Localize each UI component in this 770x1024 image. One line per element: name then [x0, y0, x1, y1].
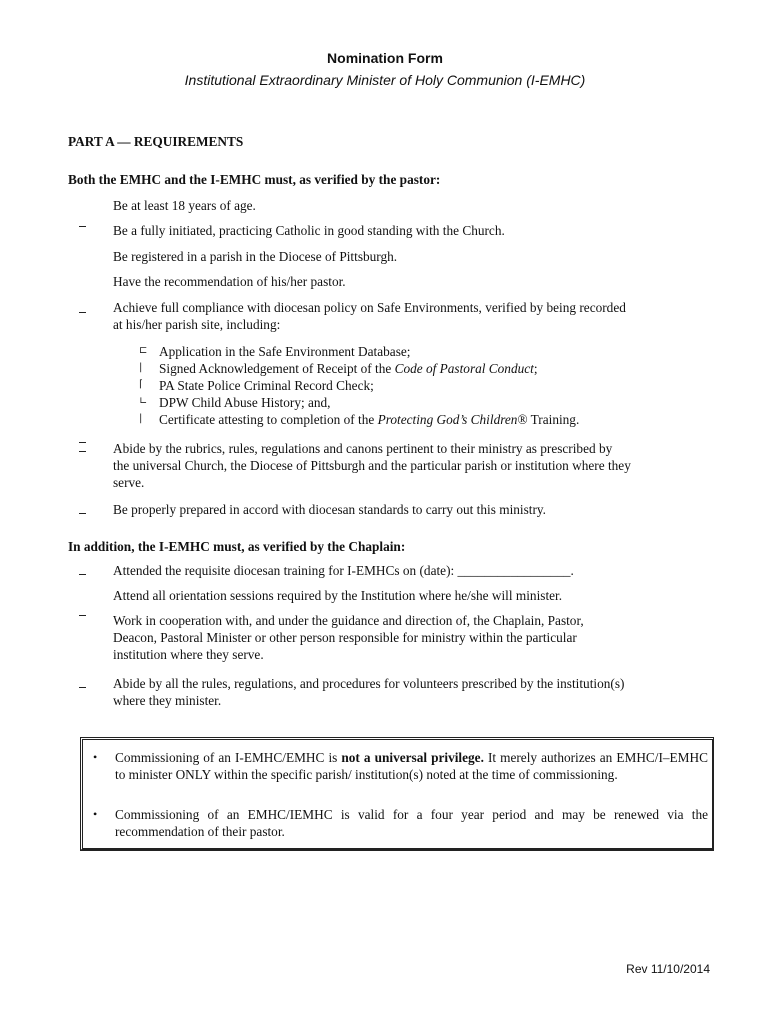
- sub-item-cert-program: Protecting God’s Children: [377, 412, 518, 427]
- requirement-catholic: Be a fully initiated, practicing Catholic in good standing with the Church.: [113, 223, 505, 238]
- notice-item-privilege: [115, 749, 708, 783]
- sub-item-certificate: [159, 411, 719, 428]
- sub-item-dpw: DPW Child Abuse History; and,: [159, 395, 331, 410]
- requirement-compliance: [113, 299, 713, 333]
- part-a-heading: PART A — REQUIREMENTS: [68, 134, 244, 149]
- sub-item-marker: |: [139, 362, 143, 373]
- requirement-marker: [79, 615, 86, 616]
- requirement-compliance-line: Achieve full compliance with diocesan policy on Safe Environments, verified by being recorded: [113, 300, 626, 315]
- requirement-rubrics-line: Abide by the rubrics, rules, regulations and canons pertinent to their ministry as prescribed by: [113, 441, 613, 456]
- sub-item-cert-text: Certificate attesting to completion of the: [159, 412, 378, 427]
- requirement-prepared: Be properly prepared in accord with diocesan standards to carry out this ministry.: [113, 502, 547, 517]
- requirement-cooperation-line: institution where they serve.: [113, 647, 264, 662]
- requirement-abide-line: where they minister.: [113, 693, 222, 708]
- requirement-marker: [79, 442, 86, 443]
- notice-privilege-text: Commissioning of an I-EMHC/EMHC is: [115, 750, 342, 765]
- requirement-cooperation-line: Deacon, Pastoral Minister or other person responsible for ministry within the particular: [113, 630, 577, 645]
- revision-date: Rev 11/10/2014: [626, 962, 710, 976]
- requirement-marker: [79, 226, 86, 227]
- requirement-marker: [79, 687, 86, 688]
- requirement-rubrics: [113, 440, 713, 491]
- requirement-abide: [113, 675, 713, 709]
- notice-item-validity: Commissioning of an EMHC/IEMHC is valid for a four year period and may be renewed via the recommendation of their pastor.: [115, 807, 708, 839]
- bullet-icon: •: [93, 750, 98, 764]
- sub-item-marker: ⌈: [139, 379, 143, 390]
- requirement-age: Be at least 18 years of age.: [113, 198, 256, 213]
- requirement-marker: [79, 451, 86, 452]
- requirement-rubrics-line: serve.: [113, 475, 145, 490]
- sub-item-application: Application in the Safe Environment Database;: [159, 344, 411, 359]
- sub-item-cert-end: ® Training.: [517, 412, 580, 427]
- requirement-marker: [79, 574, 86, 575]
- requirement-cooperation: [113, 612, 713, 663]
- sub-item-ack-text: Signed Acknowledgement of Receipt of the: [159, 361, 395, 376]
- notice-privilege-bold: not a universal privilege.: [341, 750, 484, 765]
- requirement-marker: [79, 312, 86, 313]
- chaplain-requirements-heading: In addition, the I-EMHC must, as verified by the Chaplain:: [68, 539, 406, 554]
- sub-item-acknowledgement: [159, 360, 719, 377]
- form-subtitle: Institutional Extraordinary Minister of Holy Communion (I-EMHC): [184, 72, 586, 88]
- form-title: Nomination Form: [327, 50, 443, 66]
- requirement-registered: Be registered in a parish in the Diocese of Pittsburgh.: [113, 249, 398, 264]
- requirement-cooperation-line: Work in cooperation with, and under the guidance and direction of, the Chaplain, Pastor,: [113, 613, 584, 628]
- requirement-orientation: Attend all orientation sessions required by the Institution where he/she will minister.: [113, 588, 563, 603]
- pastor-requirements-heading: Both the EMHC and the I-EMHC must, as verified by the pastor:: [68, 172, 441, 187]
- requirement-recommendation: Have the recommendation of his/her pastor.: [113, 274, 346, 289]
- notice-privilege-rest: It merely authorizes an EMHC/I–EMHC to minister ONLY within the specific parish/ institution(s) noted at the time of commissioning.: [115, 750, 708, 782]
- sub-item-police: PA State Police Criminal Record Check;: [159, 378, 374, 393]
- requirement-compliance-line: at his/her parish site, including:: [113, 317, 281, 332]
- bullet-icon: •: [93, 807, 98, 821]
- sub-item-ack-code: Code of Pastoral Conduct: [394, 361, 534, 376]
- sub-item-ack-end: ;: [533, 361, 538, 376]
- sub-item-marker: ∟: [139, 396, 148, 407]
- requirement-marker: [79, 513, 86, 514]
- sub-item-marker: |: [139, 413, 143, 424]
- commissioning-notice-box: [80, 737, 714, 851]
- requirement-abide-line: Abide by all the rules, regulations, and procedures for volunteers prescribed by the institution(s): [113, 676, 625, 691]
- requirement-training: Attended the requisite diocesan training for I-EMHCs on (date): _________________.: [113, 563, 574, 578]
- sub-item-marker: ⊏: [139, 345, 148, 356]
- requirement-rubrics-line: the universal Church, the Diocese of Pittsburgh and the particular parish or institution where they: [113, 458, 631, 473]
